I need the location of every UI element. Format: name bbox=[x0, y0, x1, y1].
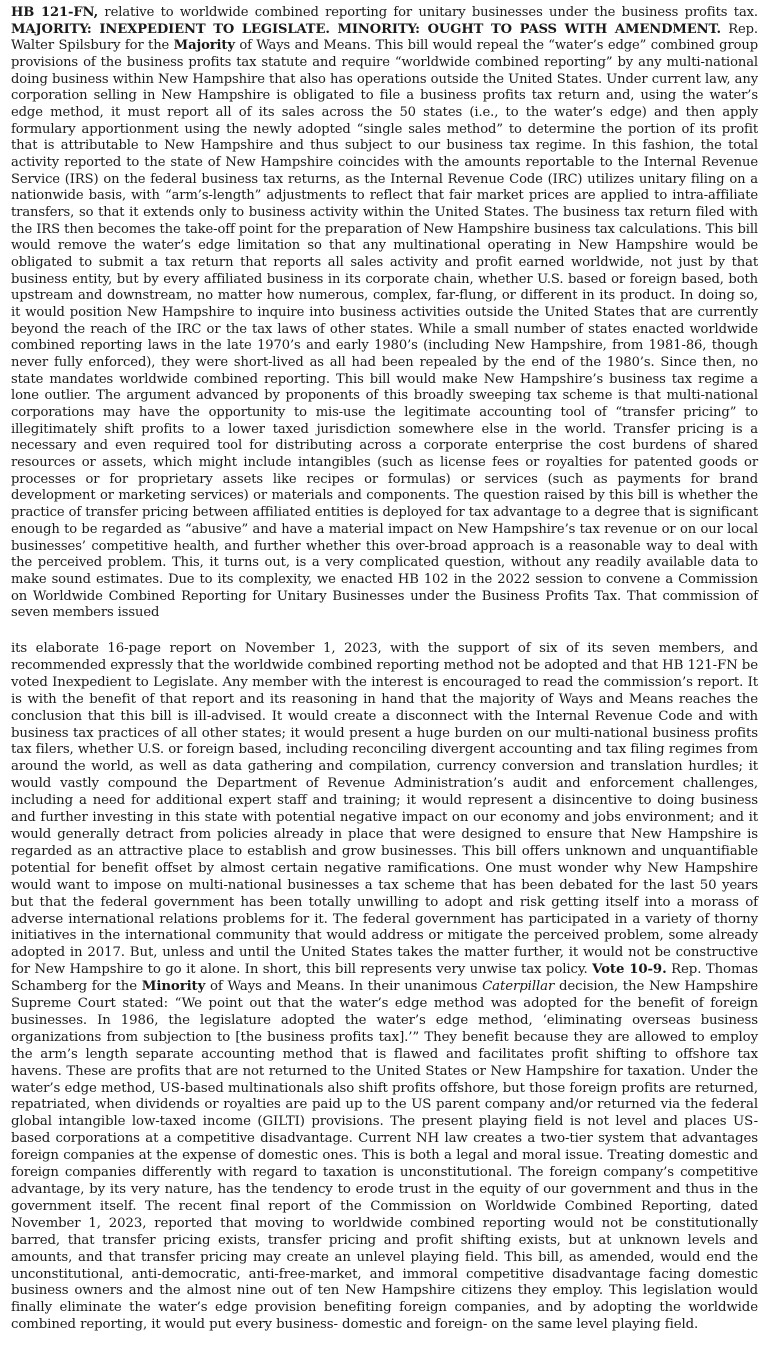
minority-report-text: decision, the New Hampshire Supreme Court stated: “We point out that the water’s edge method was adopted for the benefit of foreign businesses. In 1986, the legislature adopted the water’s edge method, ‘eliminating overseas business organizations from subjection to [the business profits tax].’” They benefit because they are allowed to employ the arm’s length separate accounting method that is flawed and facilitates profit shifting to offshore tax havens. These are profits that are not returned to the United States or New Hampshire for taxation. Under the water’s edge method, US-based multinationals also shift profits offshore, but those foreign profits are returned, repatriated, when dividends or royalties are paid up to the US parent company and/or returned via the federal global intangible low-taxed income (GILTI) provisions. The present playing field is not level and places US-based corporations at a competitive disadvantage. Current NH law creates a two-tier system that advantages foreign companies at the expense of domestic ones. This is both a legal and moral issue. Treating domestic and foreign companies differently with regard to taxation is unconstitutional. The foreign company’s competitive advantage, by its very nature, has the tendency to erode trust in the equity of our government and thus in the government itself. The recent final report of the Commission on Worldwide Combined Reporting, dated November 1, 2023, reported that moving to worldwide combined reporting would not be constitutionally barred, that transfer pricing exists, transfer pricing and profit shifting exists, but at unknown levels and amounts, and that transfer pricing may create an unlevel playing field. This bill, as amended, would end the unconstitutional, anti-democratic, anti-free-market, and immoral competitive disadvantage facing domestic business owners and the almost nine out of ten New Hampshire citizens they employ. This legislation would finally eliminate the water’s edge provision benefiting foreign companies, and by adopting the worldwide combined reporting, it would put every business- domestic and foreign- on the same level playing field. bbox=[11, 979, 759, 1333]
committee-recommendation: MAJORITY: INEXPEDIENT TO LEGISLATE. MINORITY: OUGHT TO PASS WITH AMENDMENT. bbox=[11, 21, 721, 37]
majority-report-text-part2: its elaborate 16-page report on November 1, 2023, with the support of six of its seven members, and recommended expressly that the worldwide combined reporting method not be adopted and that HB 121-FN be voted Inexpedient to Legislate. Any member with the interest is encouraged to read the commission’s report. It is with the benefit of that report and its reasoning in hand that the majority of Ways and Means reaches the conclusion that this bill is ill-advised. It would create a disconnect with the Internal Revenue Code and with business tax practices of all other states; it would present a huge burden on our multi-national business profits tax filers, whether U.S. or foreign based, including reconciling divergent accounting and tax filing regimes from around the world, as well as data gathering and compilation, currency conversion and translation hurdles; it would vastly compound the Department of Revenue Administration’s audit and enforcement challenges, including a need for additional expert staff and training; it would represent a disincentive to doing business and further investing in this state with potential negative impact on our economy and jobs environment; and it would generally detract from policies already in place that were designed to ensure that New Hampshire is regarded as an attractive place to establish and grow businesses. This bill offers unknown and unquantifiable potential for benefit offset by almost certain negative ramifications. One must wonder why New Hampshire would want to impose on multi-national businesses a tax scheme that has been debated for the last 50 years but that the federal government has been totally unwilling to adopt and risk getting itself into a morass of adverse international relations problems for it. The federal government has participated in a variety of thorny initiatives in the international community that would address or mitigate the perceived problem, some already adopted in 2017. But, unless and until the United States takes the matter further, it would not be constructive for New Hampshire to go it alone. In short, this bill represents very unwise tax policy. bbox=[11, 641, 758, 978]
bill-title: relative to worldwide combined reporting for unitary businesses under the business profits tax. bbox=[98, 5, 758, 20]
minority-label: Minority bbox=[141, 979, 206, 995]
vote-tally: Vote 10-9. bbox=[592, 962, 667, 978]
case-name: Caterpillar bbox=[482, 979, 555, 995]
minority-committee: of Ways and Means. In their unanimous bbox=[205, 979, 483, 995]
majority-label: Majority bbox=[173, 38, 235, 54]
majority-rep-intro: Rep. Walter Spilsbury for the bbox=[11, 21, 758, 54]
report-block-bottom bbox=[11, 641, 758, 1334]
majority-committee: of Ways and Means. bbox=[234, 38, 376, 54]
minority-rep-intro: Rep. Thomas Schamberg for the bbox=[11, 962, 759, 995]
bill-number: HB 121-FN, bbox=[11, 5, 99, 20]
majority-report-text-part1: This bill would repeal the “water’s edge” combined group provisions of the business profits tax statute and require “worldwide combined reporting” by any multi-national doing business within New Hampshire that also has operations outside the United States. Under current law, any corporation selling in New Hampshire is obligated to file a business profits tax return and, using the water’s edge method, it must report all of its sales across the 50 states (i.e., to the water’s edge) and then apply formulary apportionment using the newly adopted “single sales method” to determine the portion of its profit that is attributable to New Hampshire and thus subject to our business tax regime. In this fashion, the total activity reported to the state of New Hampshire coincides with the amounts reportable to the Internal Revenue Service (IRS) on the federal business tax returns, as the Internal Revenue Code (IRC) utilizes unitary filing on a nationwide basis, with “arm’s-length” adjustments to reflect that fair market prices are applied to intra-affiliate transfers, so that it extends only to business activity within the United States. The business tax return filed with the IRS then becomes the take-off point for the preparation of New Hampshire business tax calculations. This bill would remove the water’s edge limitation so that any multinational operating in New Hampshire would be obligated to submit a tax return that reports all sales activity and profit earned worldwide, not just by that business entity, but by every affiliated business in its corporate chain, whether U.S. based or foreign based, both upstream and downstream, no matter how numerous, complex, far-flung, or different in its product. In doing so, it would position New Hampshire to inquire into business activities outside the United States that are currently beyond the reach of the IRC or the tax laws of other states. While a small number of states enacted worldwide combined reporting laws in the late 1970’s and early 1980’s (including New Hampshire, from 1981-86, though never fully enforced), they were short-lived as all had been repealed by the end of the 1980’s. Since then, no state mandates worldwide combined reporting. This bill would make New Hampshire’s business tax regime a lone outlier. The argument advanced by proponents of this broadly sweeping tax scheme is that multi-national corporations may have the opportunity to mis-use the legitimate accounting tool of “transfer pricing” to illegitimately shift profits to a lower taxed jurisdiction somewhere else in the world. Transfer pricing is a necessary and even required tool for distributing across a corporate enterprise the cost burdens of shared resources or assets, which might include intangibles (such as license fees or royalties for patented goods or processes or for proprietary assets like recipes or formulas) or services (such as payments for brand development or marketing services) or materials and components. The question raised by this bill is whether the practice of transfer pricing between affiliated entities is deployed for tax advantage to a degree that is significant enough to be regarded as “abusive” and have a material impact on New Hampshire’s tax revenue or on our local businesses’ competitive health, and further whether this over-broad approach is a reasonable way to deal with the perceived problem. This, it turns out, is a very complicated question, without any readily available data to make sound estimates. Due to its complexity, we enacted HB 102 in the 2022 session to convene a Commission on Worldwide Combined Reporting for Unitary Businesses under the Business Profits Tax. That commission of seven members issued bbox=[11, 38, 758, 621]
report-block-top bbox=[11, 5, 758, 622]
